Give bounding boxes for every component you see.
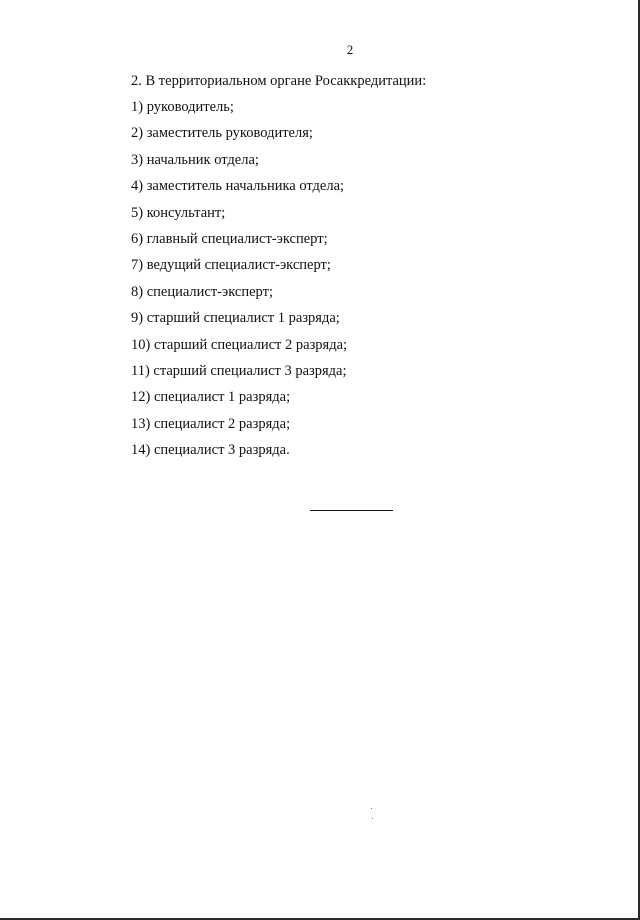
scan-speck — [372, 818, 373, 819]
section-heading: 2. В территориальном органе Росаккредитации: — [131, 73, 427, 89]
list-item: 8) специалист-эксперт; — [131, 283, 273, 300]
list-item: 4) заместитель начальника отдела; — [131, 178, 345, 195]
list-item: 9) старший специалист 1 разряда; — [131, 310, 340, 327]
list-item: 14) специалист 3 разряда. — [131, 442, 290, 459]
scan-speck — [371, 808, 372, 809]
list-item: 10) старший специалист 2 разряда; — [131, 336, 348, 353]
list-item: 7) ведущий специалист-эксперт; — [131, 257, 331, 274]
list-item: 3) начальник отдела; — [131, 151, 259, 168]
list-item: 5) консультант; — [131, 204, 226, 221]
list-item: 13) специалист 2 разряда; — [131, 415, 291, 432]
positions-list — [131, 98, 347, 467]
list-item: 6) главный специалист-эксперт; — [131, 230, 328, 247]
list-item: 1) руководитель; — [131, 99, 234, 115]
list-item: 2) заместитель руководителя; — [131, 125, 313, 142]
end-of-list-rule — [310, 510, 393, 511]
list-item: 12) специалист 1 разряда; — [131, 389, 291, 406]
list-item: 11) старший специалист 3 разряда; — [131, 362, 347, 379]
page-number: 2 — [346, 42, 354, 57]
